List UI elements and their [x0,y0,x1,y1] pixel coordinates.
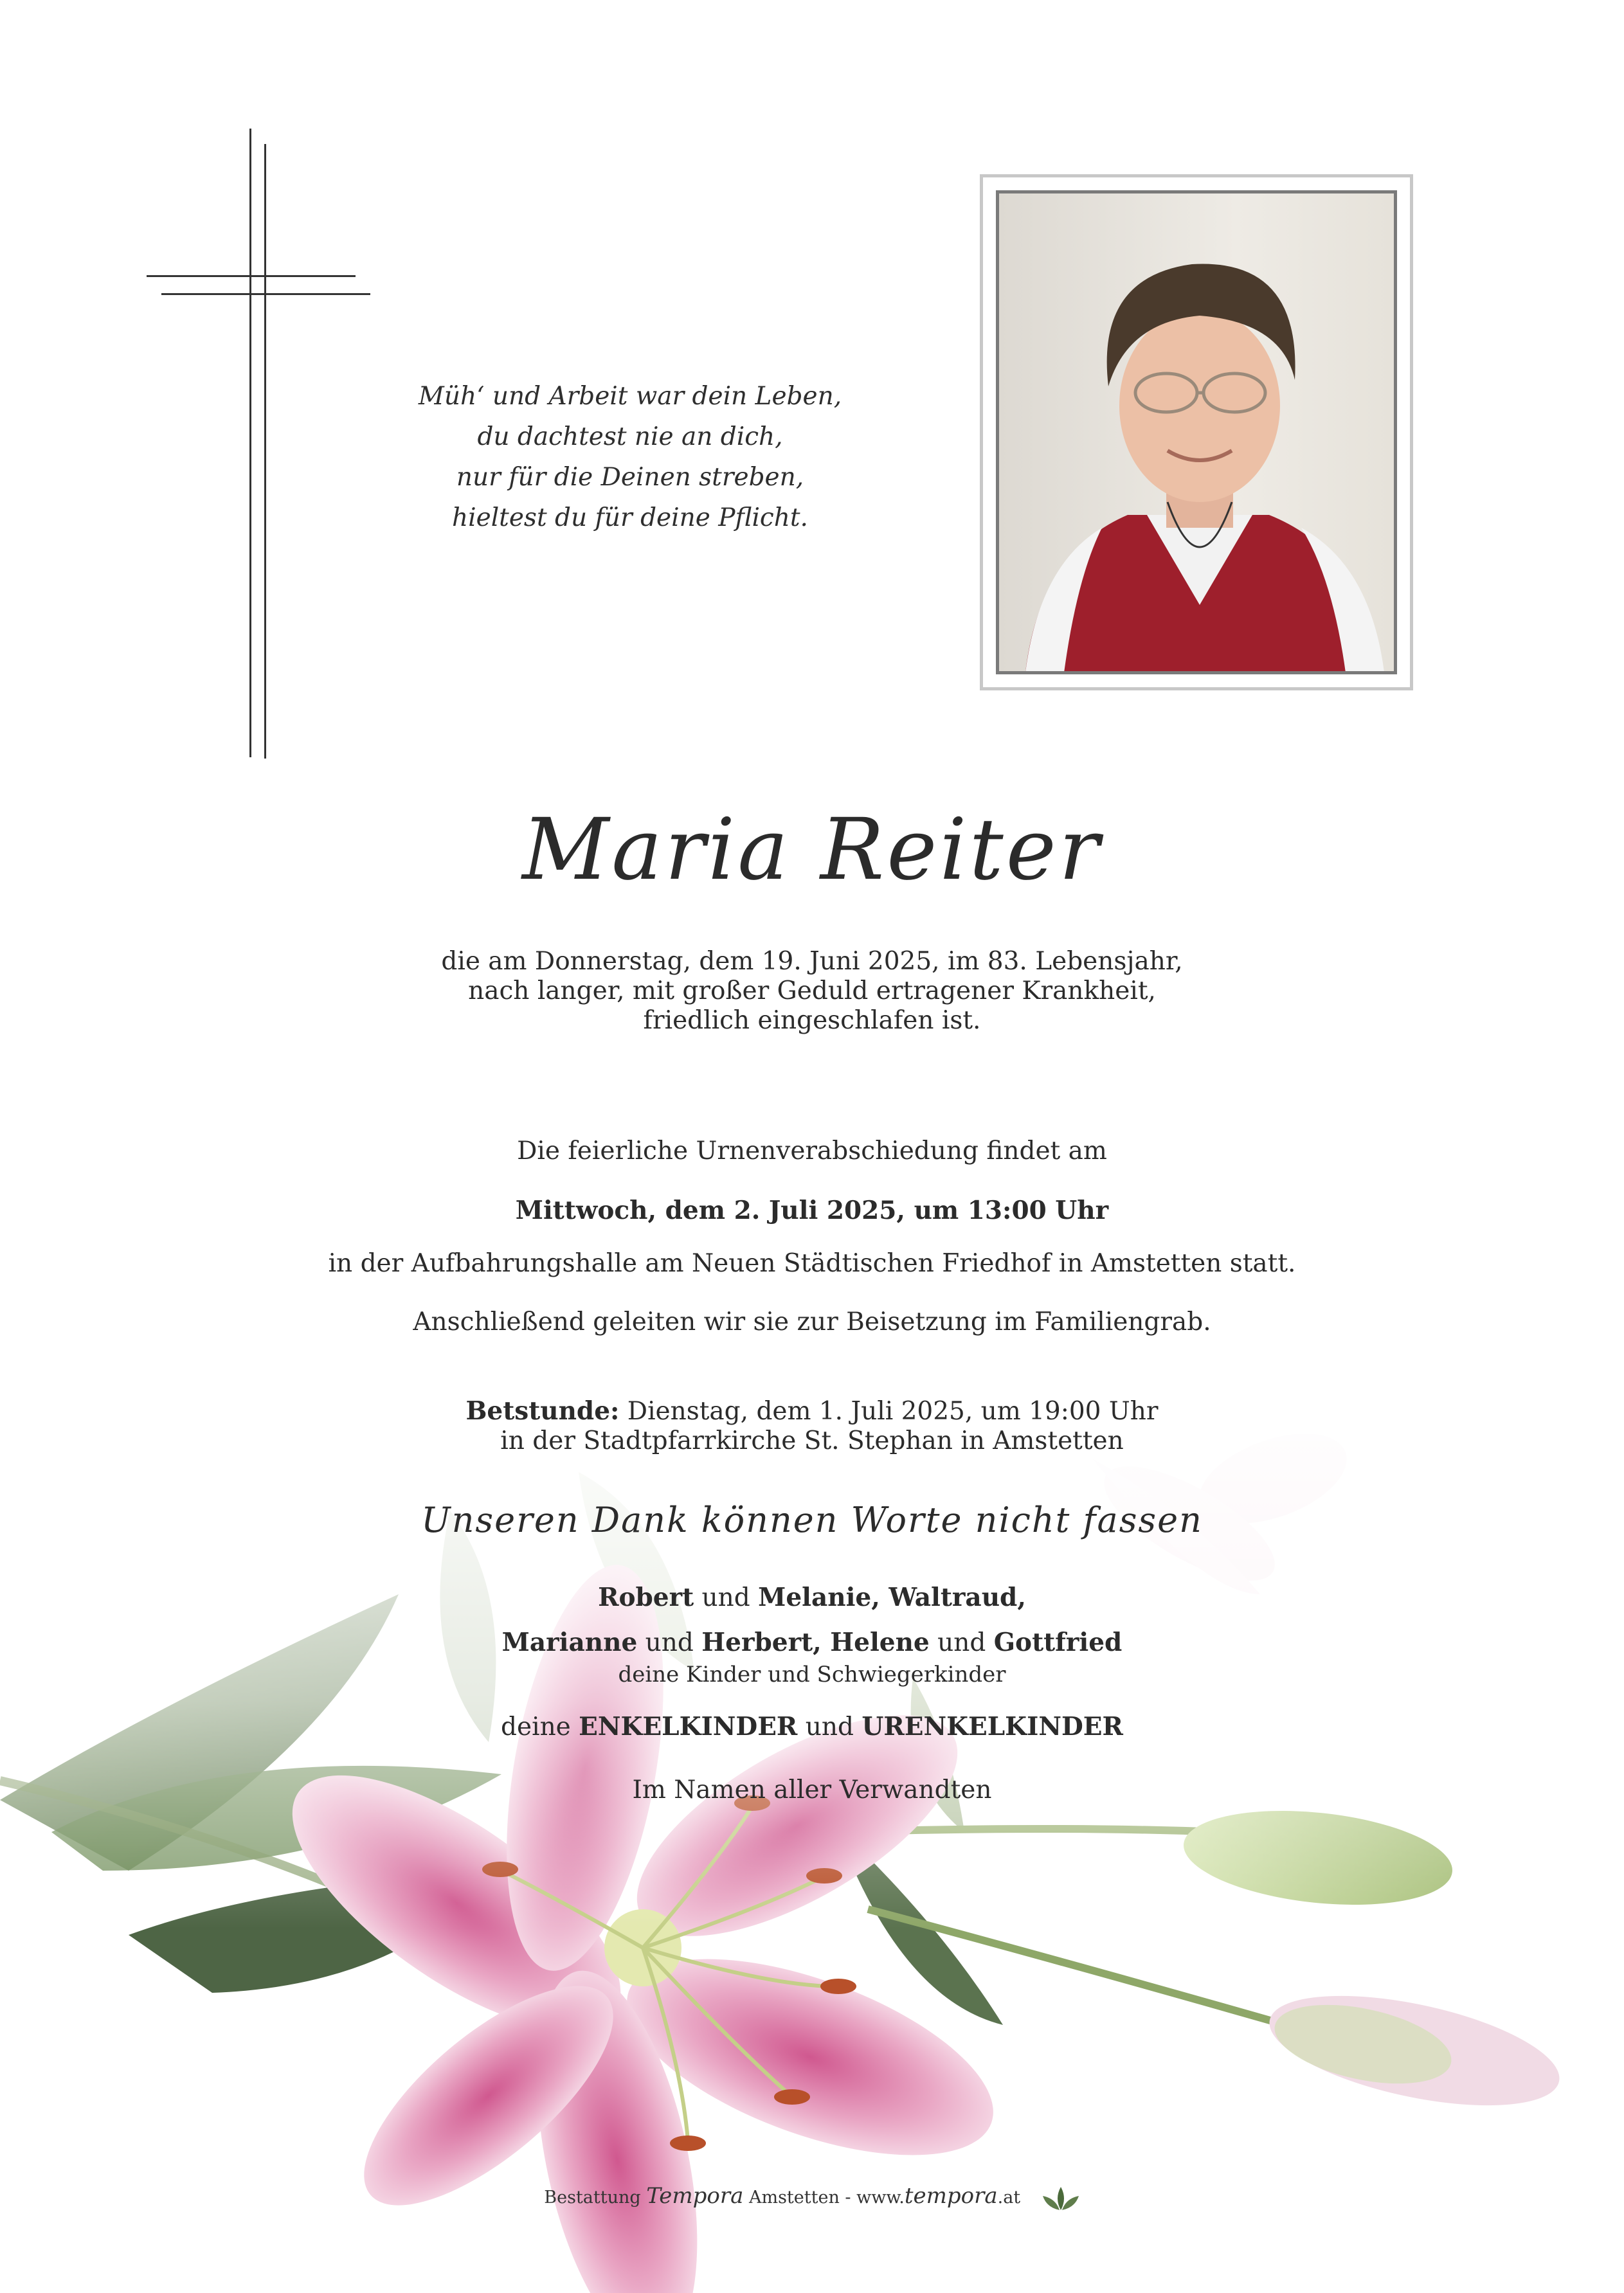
poem-line: hieltest du für deine Pflicht. [452,503,808,532]
conjunction: und [929,1628,994,1657]
ceremony-date: Mittwoch, dem 2. Juli 2025, um 13:00 Uhr [515,1196,1109,1225]
prayer-when: Dienstag, dem 1. Juli 2025, um 19:00 Uhr [619,1397,1159,1426]
footer-brand: Tempora [646,2183,744,2209]
footer-suffix: .at [997,2188,1021,2208]
relatives-line: Im Namen aller Verwandten [632,1776,992,1804]
mourner-name: Herbert, Helene [701,1628,930,1657]
mourners-row-3 [169,1712,1455,1741]
prayer-hour [169,1396,1455,1456]
deceased-name: Maria Reiter [522,800,1102,899]
prayer-label: Betstunde: [465,1396,620,1426]
poem-line: nur für die Deinen streben, [456,463,804,492]
footer-prefix: Bestattung [544,2188,647,2208]
mourner-group: ENKELKINDER [579,1712,798,1741]
leaf-logo-icon [1042,2186,1080,2211]
prefix: deine [501,1713,579,1741]
mourners-row-1 [169,1583,1455,1612]
ceremony-intro: Die feierliche Urnenverabschiedung findet am [517,1137,1107,1165]
footer-brand-url: tempora [904,2183,998,2209]
ceremony-followup: Anschließend geleiten wir sie zur Beisetzung im Familiengrab. [413,1308,1211,1336]
mourner-name: Robert [598,1583,694,1612]
conjunction: und [637,1628,702,1657]
mourner-name: Marianne [501,1628,638,1657]
poem-line: Müh‘ und Arbeit war dein Leben, [418,382,842,411]
footer-middle: Amstetten - www. [743,2188,905,2208]
notice-line: die am Donnerstag, dem 19. Juni 2025, im 83. Lebensjahr, [441,947,1183,976]
notice-line: friedlich eingeschlafen ist. [643,1006,981,1035]
portrait-frame [980,174,1413,690]
conjunction: und [797,1713,862,1741]
poem-line: du dachtest nie an dich, [477,422,783,451]
footer [0,2183,1624,2211]
ceremony-location: in der Aufbahrungshalle am Neuen Städtischen Friedhof in Amstetten statt. [328,1249,1296,1278]
children-note: deine Kinder und Schwiegerkinder [618,1662,1006,1687]
memorial-poem [360,376,900,538]
prayer-where: in der Stadtpfarrkirche St. Stephan in Amstetten [500,1426,1124,1455]
mourner-name: Gottfried [993,1628,1123,1657]
thanks-line: Unseren Dank können Worte nicht fassen [421,1500,1203,1540]
mourners-row-2 [169,1628,1455,1657]
death-notice [169,947,1455,1036]
portrait-photo [996,190,1397,674]
notice-line: nach langer, mit großer Geduld ertragener Krankheit, [468,976,1156,1005]
mourner-name: Melanie, Waltraud, [758,1583,1026,1612]
conjunction: und [694,1583,759,1612]
mourner-group: URENKELKINDER [862,1712,1123,1741]
portrait-photo-icon [999,193,1397,674]
